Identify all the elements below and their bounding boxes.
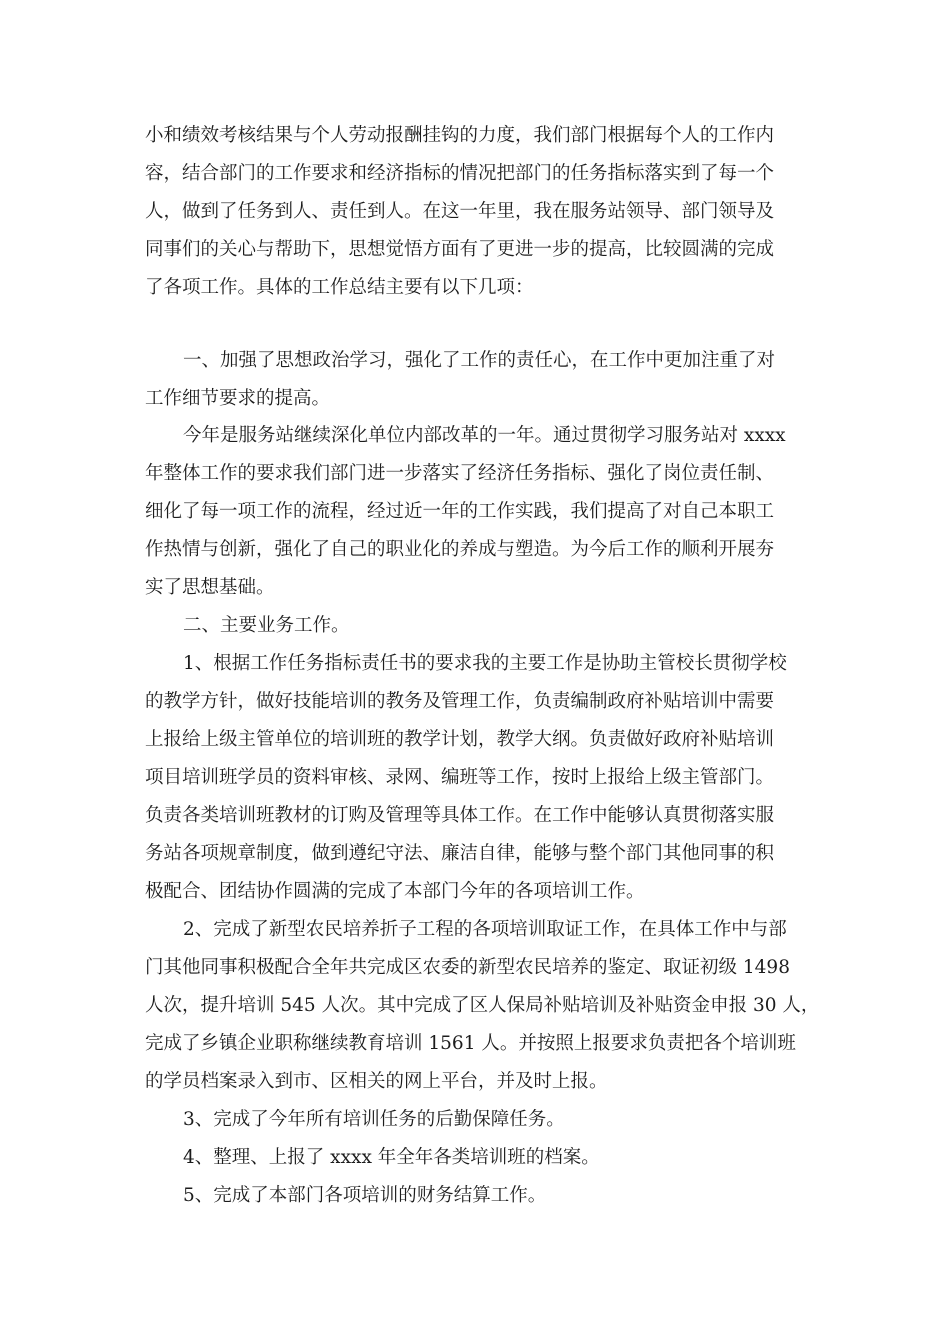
list-item-3: 3、完成了今年所有培训任务的后勤保障任务。 bbox=[183, 1109, 565, 1130]
body-text-line: 容，结合部门的工作要求和经济指标的情况把部门的任务指标落实到了每一个 bbox=[145, 163, 775, 184]
body-text-line: 小和绩效考核结果与个人劳动报酬挂钩的力度，我们部门根据每个人的工作内 bbox=[145, 125, 775, 146]
body-text-line: 门其他同事积极配合全年共完成区农委的新型农民培养的鉴定、取证初级 1498 bbox=[145, 957, 790, 978]
section-heading-1: 一、加强了思想政治学习，强化了工作的责任心，在工作中更加注重了对 bbox=[183, 350, 776, 371]
body-text-line: 的教学方针，做好技能培训的教务及管理工作，负责编制政府补贴培训中需要 bbox=[145, 691, 775, 712]
body-text-line: 的学员档案录入到市、区相关的网上平台，并及时上报。 bbox=[145, 1071, 608, 1092]
body-text-line: 负责各类培训班教材的订购及管理等具体工作。在工作中能够认真贯彻落实服 bbox=[145, 805, 775, 826]
body-text-line: 了各项工作。具体的工作总结主要有以下几项： bbox=[145, 277, 534, 298]
body-text-line: 作热情与创新，强化了自己的职业化的养成与塑造。为今后工作的顺利开展夯 bbox=[145, 539, 775, 560]
list-item-2: 2、完成了新型农民培养折子工程的各项培训取证工作，在具体工作中与部 bbox=[183, 919, 787, 940]
body-text-line: 务站各项规章制度，做到遵纪守法、廉洁自律，能够与整个部门其他同事的积 bbox=[145, 843, 775, 864]
body-text-line: 细化了每一项工作的流程，经过近一年的工作实践，我们提高了对自己本职工 bbox=[145, 501, 775, 522]
list-item-5: 5、完成了本部门各项培训的财务结算工作。 bbox=[183, 1185, 547, 1206]
section-heading-2: 二、主要业务工作。 bbox=[183, 615, 350, 636]
body-text-line: 年整体工作的要求我们部门进一步落实了经济任务指标、强化了岗位责任制、 bbox=[145, 463, 775, 484]
list-item-4: 4、整理、上报了 xxxx 年全年各类培训班的档案。 bbox=[183, 1147, 600, 1168]
body-text-line: 工作细节要求的提高。 bbox=[145, 388, 331, 409]
body-text-line: 上报给上级主管单位的培训班的教学计划，教学大纲。负责做好政府补贴培训 bbox=[145, 729, 775, 750]
body-text-line: 人次，提升培训 545 人次。其中完成了区人保局补贴培训及补贴资金申报 30 人， bbox=[145, 995, 820, 1016]
paragraph-start: 今年是服务站继续深化单位内部改革的一年。通过贯彻学习服务站对 xxxx bbox=[183, 425, 786, 446]
body-text-line: 极配合、团结协作圆满的完成了本部门今年的各项培训工作。 bbox=[145, 881, 645, 902]
body-text-line: 实了思想基础。 bbox=[145, 577, 275, 598]
body-text-line: 同事们的关心与帮助下，思想觉悟方面有了更进一步的提高，比较圆满的完成 bbox=[145, 239, 775, 260]
body-text-line: 人，做到了任务到人、责任到人。在这一年里，我在服务站领导、部门领导及 bbox=[145, 201, 775, 222]
body-text-line: 完成了乡镇企业职称继续教育培训 1561 人。并按照上报要求负责把各个培训班 bbox=[145, 1033, 796, 1054]
list-item-1: 1、根据工作任务指标责任书的要求我的主要工作是协助主管校长贯彻学校 bbox=[183, 653, 787, 674]
body-text-line: 项目培训班学员的资料审核、录网、编班等工作，按时上报给上级主管部门。 bbox=[145, 767, 775, 788]
